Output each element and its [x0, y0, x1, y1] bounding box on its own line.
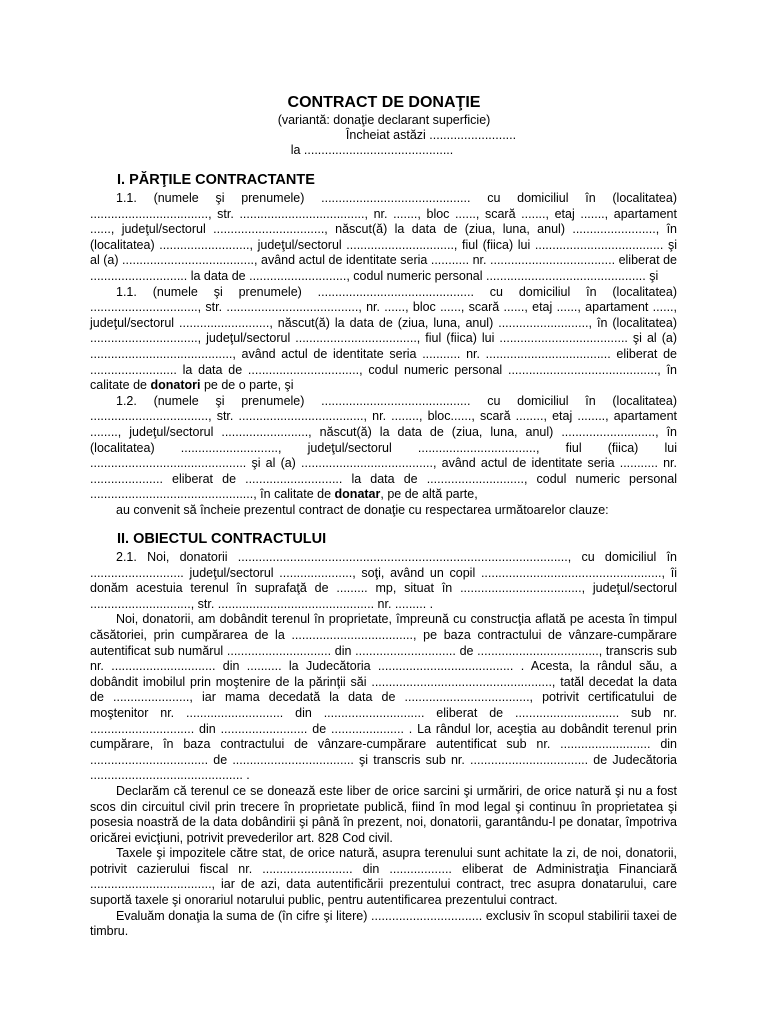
object-paragraph: Taxele şi impozitele către stat, de orice natură, asupra terenului sunt achitate la zi, de noi, donatorii, potrivit cazierului fiscal nr. .......................... din .................. eliberat de Administraţia Financiară ..................................., iar de azi, data autentificării prezentului contract, trec asupra donatarului, care suportă taxele şi onorariul notarului public, pentru autentificarea prezentului contract.	[90, 846, 677, 908]
object-paragraph: Declarăm că terenul ce se donează este liber de orice sarcini şi urmăriri, de orice natură şi nu a fost scos din circuitul civil prin trecere în proprietate publică, fiind în mod legal şi continuu în proprietatea şi posesia noastră de la data dobândirii şi până în prezent, noi, donatorii, garantându-l pe donatar, împotriva oricărei evicţiuni, potrivit prevederilor art. 828 Cod civil.	[90, 783, 677, 845]
object-paragraph: 2.1. Noi, donatorii ..............................................................................................., cu domiciliul în ........................... judeţul/sectorul ....................., soţi, având un copil ...................................................., îi donăm acestuia terenul în suprafaţă de ......... mp, situat în ..................................., judeţul/sectorul ............................., str. ............................................. nr. ......... .	[90, 550, 677, 611]
agreement-paragraph: au convenit să încheie prezentul contract de donaţie cu respectarea următoarelor clauze:	[116, 502, 609, 517]
location-line: la ...........................................	[290, 143, 454, 157]
section-parties-body	[90, 191, 677, 518]
party-role-term: donatar	[334, 487, 381, 502]
section-object-body	[90, 550, 677, 940]
object-paragraph: Noi, donatorii, am dobândit terenul în proprietate, împreună cu construcţia aflată pe acesta în timpul căsătoriei, prin cumpărarea de la ..................................., pe baza contractului de vânzare-cumpărare autentificat sub numărul .............................. din ............................. de ..................................., transcris sub nr. .............................. din .......... la Judecătoria ....................................... . Acesta, la rândul său, a dobândit imobilul prin moştenire de la părinţii săi ...................................................., tatăl decedat la data de ......................, iar mama decedată la data de ...................................., potrivit certificatului de moştenitor nr. ............................ din ............................. eliberat de .............................. sub nr. .............................. din ......................... de ..................... . La rândul lor, aceştia au dobândit terenul prin cumpărare, în baza contractului de vânzare-cumpărare autentificat sub nr. .......................... din .................................. de ................................... şi transcris sub nr. .................................. de Judecătoria ............................................ .	[90, 612, 677, 783]
document-subtitle: (variantă: donaţie declarant superficie)	[277, 113, 491, 127]
section-heading-object: II. OBIECTUL CONTRACTULUI	[117, 531, 327, 547]
party-role-term: donatori	[150, 378, 201, 393]
object-paragraph: Evaluăm donaţia la suma de (în cifre şi litere) ................................ exclusiv în scopul stabilirii taxei de timbru.	[90, 908, 677, 939]
section-heading-parties: I. PĂRŢILE CONTRACTANTE	[117, 172, 315, 188]
party-paragraph: 1.1. (numele şi prenumele) ........................................... cu domiciliul în (localitatea) .................................., str. ...................................., nr. ......., bloc ......, scară ......., etaj ......., apartament ......, judeţul/sectorul ................................, născut(ă) la data de (ziua, luna, anul) ........................, în (localitatea) .........................., judeţul/sectorul ..............................., fiul (fiica) lui ..................................... şi al (a) ......................................, având actul de identitate seria ........... nr. .................................... eliberat de ............................ la data de ............................, codul numeric personal .............................................. şi	[90, 191, 677, 283]
party-paragraph: 1.2. (numele şi prenumele) ........................................... cu domiciliul în (localitatea) .................................., str. ...................................., nr. ........, bloc......, scară ........, etaj ........, apartament ........, judeţul/sectorul ........................., născut(ă) la data de (ziua, luna, anul) ..........................., în (localitatea) ............................, judeţul/sectorul .................................., fiul (fiica) lui ............................................. şi al (a) ......................................, având actul de identitate seria ........... nr. ..................... eliberat de ............................ la data de ............................, codul numeric personal ..............................................., în calitate de donatar, pe de altă parte,	[90, 393, 677, 502]
concluded-date-line: Încheiat astăzi .........................	[345, 128, 517, 142]
document-title: CONTRACT DE DONAŢIE	[287, 94, 481, 111]
party-paragraph: 1.1. (numele şi prenumele) ............................................. cu domiciliul în (localitatea) ..............................., str. ......................................, nr. ......, bloc ......, scară ......, etaj ......, apartament ......, judeţul/sectorul .........................., născut(ă) la data de (ziua, luna, anul) .........................., în (localitatea) ..............................., judeţul/sectorul ..................................., fiul (fiica) lui ..................................... şi al (a) ........................................., având actul de identitate seria ........... nr. .................................... eliberat de ......................... la data de ................................, codul numeric personal ..........................................., în calitate de donatori pe de o parte, şi	[90, 284, 677, 393]
